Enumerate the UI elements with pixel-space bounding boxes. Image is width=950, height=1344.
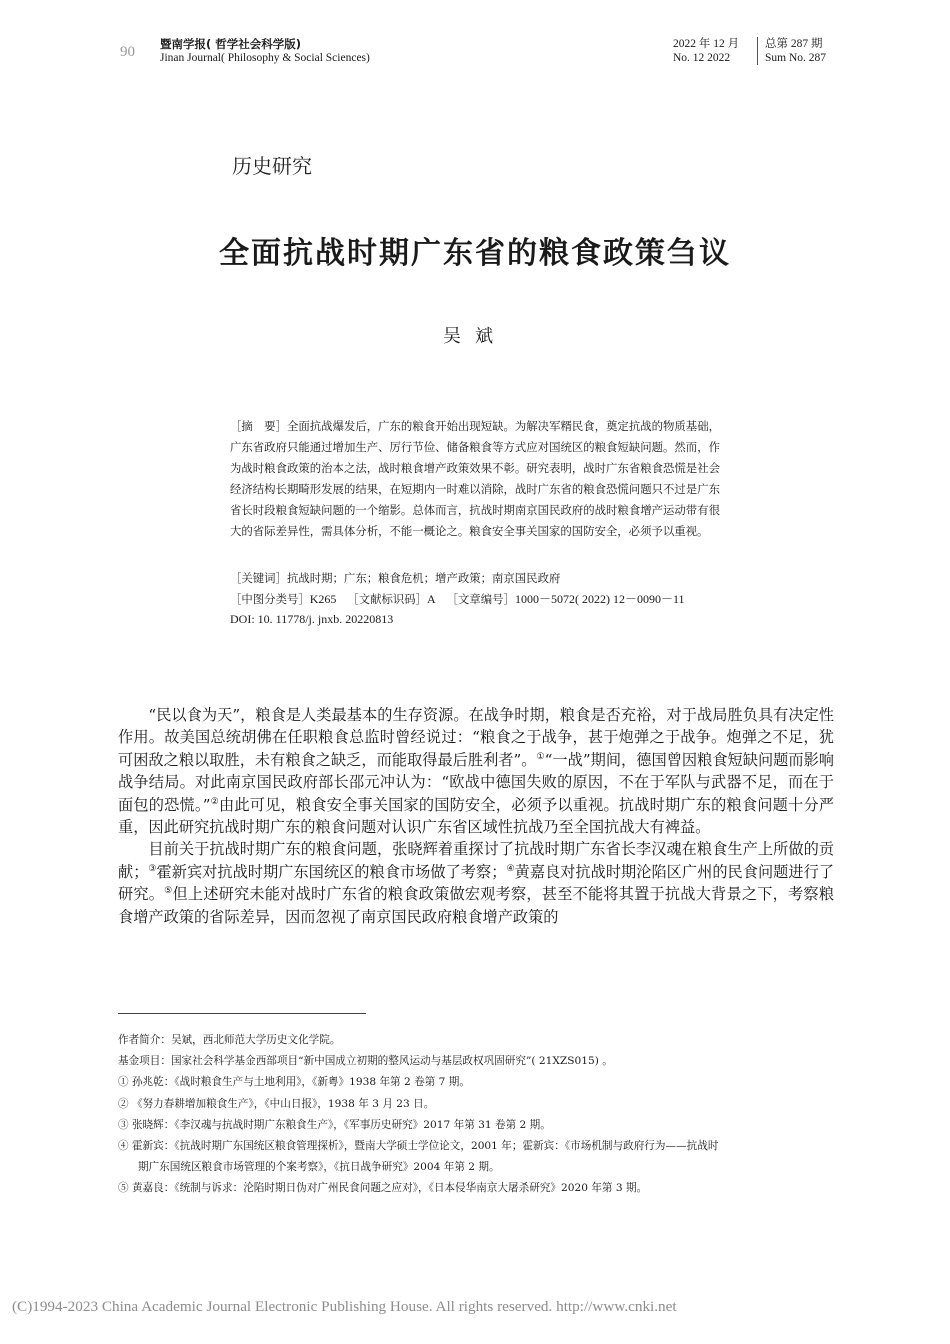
abstract-text: 全面抗战爆发后，广东的粮食开始出现短缺。为解决军糈民食，奠定抗战的物质基础，广东省政府只能通过增加生产、厉行节俭、储备粮食等方式应对国统区的粮食短缺问题。然而，作为战时粮食政策的治本之法，战时粮食增产政策效果不彰。研究表明，战时广东省粮食恐慌是社会经济结构长期畸形发展的结果，在短期内一时难以消除，战时广东省的粮食恐慌问题只不过是广东省长时段粮食短缺问题的一个缩影。总体而言，抗战时期南京国民政府的战时粮食增产运动带有很大的省际差异性，需具体分析，不能一概论之。粮食安全事关国家的国防安全，必须予以重视。 bbox=[230, 419, 720, 539]
issue-info bbox=[673, 37, 739, 65]
article-no-value: 1000－5072( 2022) 12－0090－11 bbox=[514, 592, 685, 606]
clc-label: ［中图分类号］ bbox=[230, 592, 310, 606]
paragraph-2 bbox=[118, 838, 834, 928]
article-title: 全面抗战时期广东省的粮食政策刍议 bbox=[219, 236, 731, 271]
p2-text-a: 目前关于抗战时期广东的粮食问题，张晓辉着重探讨了抗战时期广东省长李汉魂在粮食生产上所做的贡献； bbox=[118, 840, 834, 881]
p2-text-b: 霍新宾对抗战时期广东国统区的粮食市场做了考察； bbox=[156, 862, 507, 881]
keywords-text: 抗战时期；广东；粮食危机；增产政策；南京国民政府 bbox=[286, 571, 561, 585]
total-issue-cn: 总第 287 期 bbox=[765, 38, 823, 50]
author-name: 吴斌 bbox=[443, 326, 507, 347]
p2-text-c: 黄嘉良对抗战时期沦陷区广州的民食问题进行了研究。 bbox=[118, 862, 835, 904]
keywords-label: ［关键词］ bbox=[230, 571, 287, 585]
doc-code-value: A bbox=[427, 592, 436, 606]
footnote-ref-2: ② bbox=[210, 796, 219, 807]
journal-name-en: Jinan Journal( Philosophy & Social Sciences) bbox=[160, 52, 370, 64]
abstract-label: ［摘 要］ bbox=[230, 419, 287, 433]
header-divider bbox=[757, 37, 758, 65]
footnote-3: ③ 张晓辉：《李汉魂与抗战时期广东粮食生产》，《军事历史研究》2017 年第 31 卷第 2 期。 bbox=[118, 1118, 551, 1131]
copyright-notice: (C)1994-2023 China Academic Journal Electronic Publishing House. All rights reserved. http://www.cnki.net bbox=[12, 1298, 677, 1315]
p2-text-d: 但上述研究未能对战时广东省的粮食政策做宏观考察，甚至不能将其置于抗战大背景之下，考察粮食增产政策的省际差异，因而忽视了南京国民政府粮食增产政策的 bbox=[118, 885, 835, 926]
p1-text-c: 由此可见，粮食安全事关国家的国防安全，必须予以重视。抗战时期广东的粮食问题十分严重，因此研究抗战时期广东的粮食问题对认识广东省区域性抗战乃至全国抗战大有裨益。 bbox=[118, 795, 835, 837]
abstract bbox=[230, 416, 720, 543]
page-number: 90 bbox=[120, 44, 135, 60]
fund-info: 基金项目：国家社会科学基金西部项目“新中国成立初期的整风运动与基层政权巩固研究”( 21XZS015) 。 bbox=[118, 1055, 613, 1068]
classification-line bbox=[230, 589, 685, 610]
total-issue-en: Sum No. 287 bbox=[765, 52, 827, 64]
article-no-label: ［文章编号］ bbox=[446, 592, 515, 606]
footnotes bbox=[118, 1030, 838, 1200]
author-intro: 作者简介：吴斌，西北师范大学历史文化学院。 bbox=[118, 1034, 341, 1046]
p1-text-b: “一战”期间，德国曾因粮食短缺问题而影响战争结局。对此南京国民政府部长邵元冲认为：“欧战中德国失败的原因，不在于军队与武器不足，而在于面包的恐慌。” bbox=[118, 750, 834, 814]
footnote-ref-1: ① bbox=[536, 751, 545, 762]
total-issue-info bbox=[765, 37, 826, 65]
keywords-line bbox=[230, 568, 560, 589]
body-text bbox=[118, 704, 834, 928]
issue-date-cn: 2022 年 12 月 bbox=[673, 38, 740, 50]
clc-value: K265 bbox=[309, 592, 337, 606]
footnote-ref-3: ③ bbox=[148, 863, 157, 874]
section-heading: 历史研究 bbox=[232, 154, 312, 178]
p1-text-a: “民以食为天”，粮食是人类最基本的生存资源。在战争时期，粮食是否充裕，对于战局胜负具有决定性作用。故美国总统胡佛在任职粮食总监时曾经说过：“粮食之于战争，甚于炮弹之于战争。炮弹之不足，犹可困敌之粮以取胜，未有粮食之缺乏，而能取得最后胜利者”。 bbox=[118, 706, 834, 769]
footnote-4-continued: 期广东国统区粮食市场管理的个案考察》，《抗日战争研究》2004 年第 2 期。 bbox=[138, 1161, 500, 1174]
doc-code-label: ［文献标识码］ bbox=[347, 592, 428, 606]
paragraph-1 bbox=[118, 704, 834, 838]
journal-name bbox=[160, 37, 370, 65]
journal-name-cn: 暨南学报( 哲学社会科学版) bbox=[160, 37, 302, 51]
footnote-5: ⑤ 黄嘉良：《统制与诉求：沦陷时期日伪对广州民食问题之应对》，《日本侵华南京大屠杀研究》2020 年第 3 期。 bbox=[118, 1182, 648, 1195]
footnote-ref-4: ④ bbox=[506, 863, 515, 874]
footnote-2: ② 《努力春耕增加粮食生产》，《中山日报》，1938 年 3 月 23 日。 bbox=[118, 1097, 435, 1110]
doi: DOI: 10. 11778/j. jnxb. 20220813 bbox=[230, 612, 394, 626]
footnote-4: ④ 霍新宾：《抗战时期广东国统区粮食管理探析》，暨南大学硕士学位论文，2001 年；霍新宾：《市场机制与政府行为——抗战时 bbox=[118, 1140, 719, 1153]
issue-date-en: No. 12 2022 bbox=[673, 52, 731, 64]
footnote-divider bbox=[118, 1013, 366, 1014]
footnote-ref-5: ⑤ bbox=[164, 886, 173, 897]
footnote-1: ① 孙兆乾：《战时粮食生产与土地利用》，《新粤》1938 年第 2 卷第 7 期。 bbox=[118, 1076, 470, 1089]
